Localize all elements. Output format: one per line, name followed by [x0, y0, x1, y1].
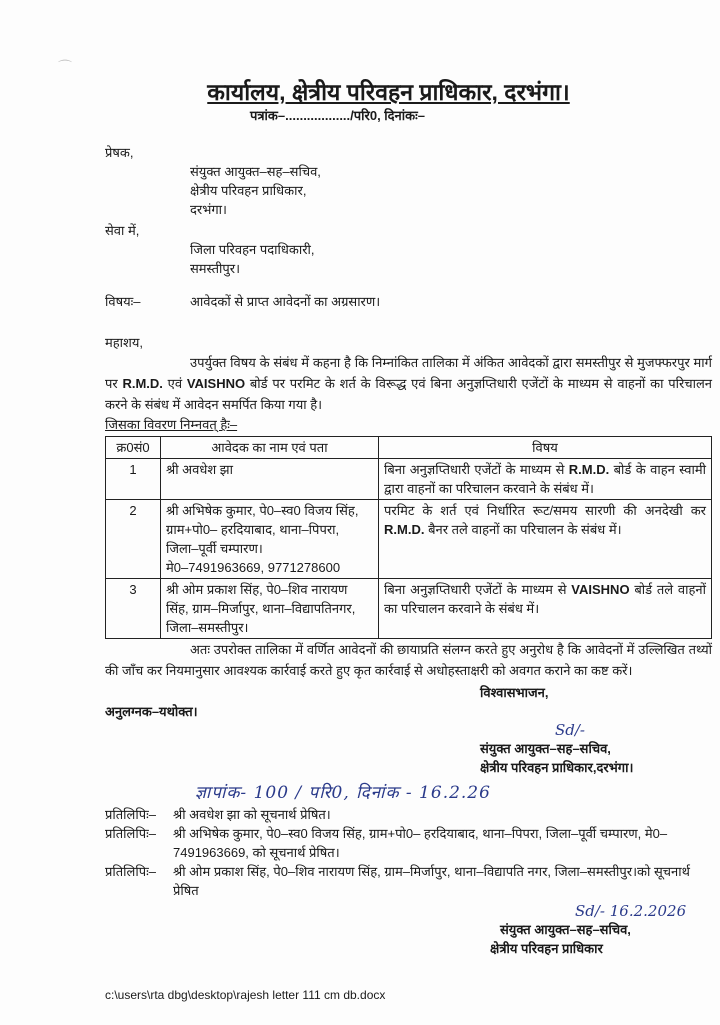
body-text: एवं	[167, 376, 183, 391]
copy-entry	[105, 824, 712, 862]
copy-label: प्रतिलिपिः–	[105, 807, 156, 822]
serial-cell: 3	[106, 579, 161, 639]
sender-line: दरभंगा।	[190, 202, 227, 217]
copy-text: श्री अभिषेक कुमार, पे0–स्व0 विजय सिंह, ग्राम+पो0– हरदियाबाद, थाना–पिपरा, जिला–पूर्वी चम्पारण, मे0–7491963669, को सूचनार्थ प्रेषित।	[173, 826, 668, 860]
signature: Sd/-	[555, 721, 585, 739]
table-intro: जिसका विवरण निम्नवत् हैः–	[105, 417, 238, 432]
vaishno-text: VAISHNO	[186, 376, 246, 391]
copy-entry	[105, 805, 712, 824]
sender-label: प्रेषक,	[105, 145, 134, 160]
signer-office: क्षेत्रीय परिवहन प्राधिकार,दरभंगा।	[480, 760, 634, 775]
copy-text: श्री ओम प्रकाश सिंह, पे0–शिव नारायण सिंह, ग्राम–मिर्जापुर, थाना–विद्यापति नगर, जिला–समस्तीपुर।को सूचनार्थ प्रेषित	[173, 864, 690, 898]
subject-text: आवेदकों से प्राप्त आवेदनों का अग्रसारण।	[190, 294, 381, 309]
closing-text: अतः उपरोक्त तालिका में वर्णित आवेदनों की छायाप्रति संलग्न करते हुए अनुरोध है कि आवेदनों में उल्लिखित तथ्यों की जाँच कर नियमानुसार आवश्यक कार्रवाई करते हुए कृत कार्रवाई से अधोहस्ताक्षरी को अवगत कराने का कष्ट करें।	[105, 642, 712, 678]
subject-cell	[379, 459, 712, 500]
board-name: R.M.D.	[568, 462, 610, 477]
scan-mark: ⌒	[58, 59, 72, 75]
salutation: महाशय,	[105, 335, 144, 350]
enclosure-note: अनुलग्नक–यथोक्त।	[105, 704, 198, 719]
handwritten-reference: ज्ञापांक- 100 / परि0, दिनांक - 16.2.26	[195, 783, 491, 803]
col-header-subject: विषय	[379, 437, 712, 459]
subject-text: परमिट के शर्त एवं निर्धारित रूट/समय सारणी की अनदेखी कर	[384, 503, 706, 518]
subject-text: बोर्ड के वाहन स्वामी द्वारा वाहनों का परिचालन करवाने के संबंध में।	[384, 462, 706, 496]
rmd-text: R.M.D.	[122, 376, 163, 391]
board-name: R.M.D.	[384, 522, 425, 537]
signer-office: क्षेत्रीय परिवहन प्राधिकार	[490, 941, 603, 956]
applicant-phone: मे0–7491963669, 9771278600	[166, 560, 341, 575]
col-header-serial: क्र0सं0	[106, 437, 161, 459]
recipient-label: सेवा में,	[105, 223, 140, 238]
copy-label: प्रतिलिपिः–	[105, 864, 156, 879]
table-row	[106, 459, 712, 500]
recipient-line: जिला परिवहन पदाधिकारी,	[190, 242, 315, 257]
applicant-cell	[161, 500, 379, 579]
subject-text: बोर्ड तले वाहनों का परिचालन करवाने के संबंध में।	[384, 582, 706, 616]
applicant-cell: श्री ओम प्रकाश सिंह, पे0–शिव नारायण सिंह, ग्राम–मिर्जापुर, थाना–विद्यापतिनगर, जिला–समस्तीपुर।	[161, 579, 379, 639]
copy-text: श्री अवधेश झा को सूचनार्थ प्रेषित।	[173, 807, 331, 822]
table-row	[106, 500, 712, 579]
copy-entry	[105, 862, 712, 900]
serial-cell: 1	[106, 459, 161, 500]
sender-line: संयुक्त आयुक्त–सह–सचिव,	[190, 164, 321, 179]
applicant-text: श्री अभिषेक कुमार, पे0–स्व0 विजय सिंह, ग्राम+पो0– हरदियाबाद, थाना–पिपरा, जिला–पूर्वी चम्पारण।	[166, 503, 359, 556]
subject-text: बैनर तले वाहनों का परिचालन के संबंध में।	[428, 522, 622, 537]
signer-designation: संयुक्त आयुक्त–सह–सचिव,	[480, 741, 611, 756]
table-header-row	[106, 437, 712, 459]
table-row	[106, 579, 712, 639]
subject-label: विषयः–	[105, 294, 141, 309]
body-text: बोर्ड पर परमिट के शर्त के विरूद्ध एवं बिना अनुज्ञप्तिधारी एजेंटों के माध्यम से वाहनों का परिचालन करने के संबंध में आवेदन समर्पित किया गया है।	[105, 376, 712, 412]
subject-cell	[379, 579, 712, 639]
board-name: VAISHNO	[571, 582, 630, 597]
applicant-cell: श्री अवधेश झा	[161, 459, 379, 500]
signer-designation: संयुक्त आयुक्त–सह–सचिव,	[500, 922, 631, 937]
col-header-applicant: आवेदक का नाम एवं पता	[161, 437, 379, 459]
subject-row	[105, 292, 712, 311]
subject-cell	[379, 500, 712, 579]
closing-paragraph	[105, 639, 712, 681]
body-text: उपर्युक्त विषय के संबंध में कहना है कि निम्नांकित तालिका में अंकित आवेदकों द्वारा समस्तीपुर से मुजफ्फरपुर मार्ग पर	[105, 355, 712, 391]
applicants-table	[105, 436, 712, 639]
copy-label: प्रतिलिपिः–	[105, 826, 156, 841]
subject-text: बिना अनुज्ञप्तिधारी एजेंटों के माध्यम से	[384, 462, 565, 477]
signature: Sd/- 16.2.2026	[575, 902, 687, 920]
regards: विश्वासभाजन,	[480, 685, 549, 700]
sender-line: क्षेत्रीय परिवहन प्राधिकार,	[190, 183, 307, 198]
office-title: कार्यालय, क्षेत्रीय परिवहन प्राधिकार, दरभंगा।	[207, 79, 570, 105]
reference-line: पत्रांक–................../परि0, दिनांकः–	[250, 108, 425, 123]
recipient-line: समस्तीपुर।	[190, 261, 241, 276]
subject-text: बिना अनुज्ञप्तिधारी एजेंटों के माध्यम से	[384, 582, 567, 597]
serial-cell: 2	[106, 500, 161, 579]
footer-file-path: c:\users\rta dbg\desktop\rajesh letter 111 cm db.docx	[105, 988, 386, 1002]
body-paragraph	[105, 352, 712, 415]
